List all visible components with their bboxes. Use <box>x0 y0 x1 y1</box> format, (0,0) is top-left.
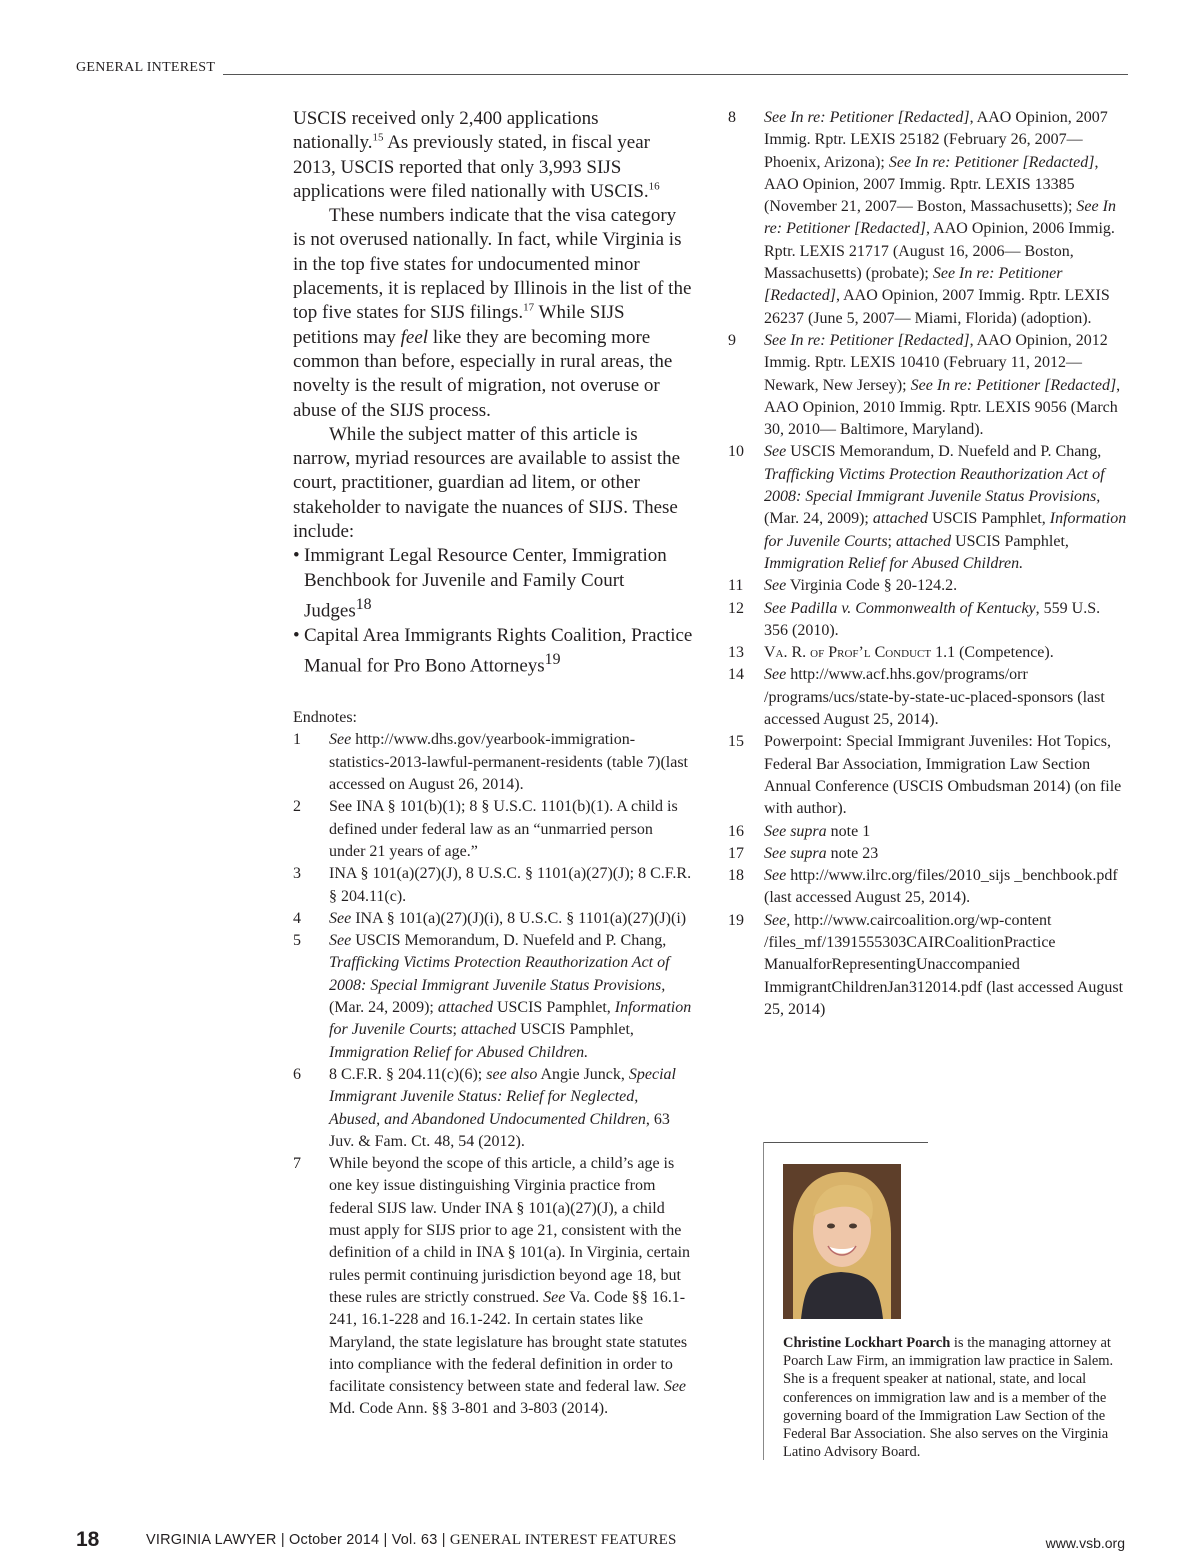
bullet-icon: • <box>293 624 300 646</box>
endnote-number: 14 <box>728 666 744 684</box>
footnote-ref: 19 <box>544 650 561 668</box>
endnote-text: Va. R. of Prof’l Conduct <box>764 644 932 662</box>
endnote-3 <box>293 863 693 908</box>
endnote-text: Md. Code Ann. §§ 3-801 and 3-803 (2014). <box>329 1400 609 1418</box>
publication-name: VIRGINIA LAWYER <box>146 1532 277 1548</box>
p2-text-c: like they are becoming more common than before, especially in rural areas, the novelty is the result of migration, not overuse or abuse of the SIJS process. <box>293 326 673 421</box>
endnote-number: 5 <box>293 932 301 950</box>
endnote-4 <box>293 908 693 930</box>
endnote-16 <box>728 821 1128 843</box>
endnote-text: USCIS Memorandum, D. Nuefeld and P. Chang, <box>351 932 667 950</box>
endnotes-list-right <box>728 107 1128 1021</box>
endnote-8 <box>728 107 1128 330</box>
endnote-text: USCIS Pamphlet, <box>492 999 615 1017</box>
footer-section-name: GENERAL INTEREST FEATURES <box>449 1532 677 1548</box>
endnote-18 <box>728 865 1128 910</box>
endnote-number: 11 <box>728 577 744 595</box>
paragraph-2 <box>293 204 693 423</box>
separator: | <box>441 1532 446 1548</box>
endnote-number: 2 <box>293 798 301 816</box>
endnote-9 <box>728 330 1128 441</box>
endnote-text: see also <box>486 1065 538 1083</box>
endnote-text: Immigration Relief for Abused Children. <box>764 554 1024 572</box>
endnote-text: note 23 <box>826 844 879 862</box>
endnote-text: attached <box>437 999 493 1017</box>
endnote-text: attached <box>872 510 928 528</box>
endnote-number: 6 <box>293 1065 301 1083</box>
bio-author-name: Christine Lockhart Poarch <box>783 1335 951 1351</box>
endnote-text: Angie Junck, <box>537 1065 629 1083</box>
endnote-number: 15 <box>728 733 744 751</box>
endnote-text: See supra <box>764 822 827 840</box>
endnote-text: See In re: Petitioner [Redacted] <box>764 265 1063 305</box>
p1-text-a: USCIS received only 2,400 applications nationally. <box>293 108 599 154</box>
endnote-text: , AAO Opinion, 2006 Immig. Rptr. LEXIS 21717 (August 16, 2006— Boston, Massachusetts) (probate); <box>764 220 1115 283</box>
endnote-number: 3 <box>293 865 301 883</box>
author-bio <box>763 1142 1125 1461</box>
endnote-number: 18 <box>728 867 744 885</box>
issue-date: October 2014 <box>289 1532 380 1548</box>
endnote-text: , AAO Opinion, 2007 Immig. Rptr. LEXIS 25182 (February 26, 2007— Phoenix, Arizona); <box>764 109 1108 171</box>
endnote-text: See In re: Petitioner [Redacted] <box>888 153 1095 171</box>
endnote-text: Immigration Relief for Abused Children. <box>329 1043 589 1061</box>
footer-publication-info <box>146 1532 677 1549</box>
endnote-text: Information for Juvenile Courts <box>764 510 1127 550</box>
endnote-15 <box>728 731 1128 820</box>
endnote-number: 16 <box>728 822 744 840</box>
resource-list-item <box>293 624 693 679</box>
endnote-text: ; <box>452 1021 461 1039</box>
separator: | <box>280 1532 285 1548</box>
endnote-text: attached <box>461 1021 517 1039</box>
endnote-1 <box>293 729 693 796</box>
endnote-text: , AAO Opinion, 2007 Immig. Rptr. LEXIS 26237 (June 5, 2007— Miami, Florida) (adoption). <box>764 287 1110 327</box>
header-rule <box>76 74 1128 75</box>
author-photo <box>783 1164 901 1319</box>
endnote-text: See <box>663 1378 687 1396</box>
endnote-text: INA § 101(a)(27)(J), 8 U.S.C. § 1101(a)(27)(J); 8 C.F.R. § 204.11(c). <box>329 865 692 905</box>
endnote-text: See In re: Petitioner [Redacted] <box>764 109 970 126</box>
endnote-text: (Mar. 24, 2009); <box>764 510 873 528</box>
footnote-ref: 17 <box>523 302 535 315</box>
bio-top-rule <box>763 1142 928 1143</box>
endnote-text: Va. Code §§ 16.1-241, 16.1-228 and 16.1-242. In certain states like Maryland, the state legislature has brought state statutes into compliance with the federal definition in order to facilitate consistency between state and federal law. <box>329 1288 688 1396</box>
endnote-number: 1 <box>293 731 301 749</box>
endnote-text: Information for Juvenile Courts <box>329 999 692 1039</box>
page-footer <box>0 1520 1200 1550</box>
endnotes-list-left <box>293 729 693 1420</box>
endnote-text: See <box>329 909 352 927</box>
footnote-ref: 15 <box>372 131 384 144</box>
endnote-text: http://www.caircoalition.org/wp-content /files_mf/1391555303CAIRCoalitionPractice ManualforRepresentingUnaccompanied ImmigrantChildrenJan312014.pdf (last accessed August 25, 2014) <box>764 911 1124 1018</box>
endnote-text: INA § 101(a)(27)(J)(i), 8 U.S.C. § 1101(a)(27)(J)(i) <box>351 909 687 927</box>
resource-text: Capital Area Immigrants Rights Coalition, Practice Manual for Pro Bono Attorneys <box>304 624 693 677</box>
endnote-text: Powerpoint: Special Immigrant Juveniles: Hot Topics, Federal Bar Association, Immigration Law Section Annual Conference (USCIS Ombudsman 2014) (on file with author). <box>764 733 1122 818</box>
endnote-number: 4 <box>293 909 301 927</box>
endnote-text: USCIS Pamphlet, <box>516 1021 634 1039</box>
resource-text: Immigrant Legal Resource Center, Immigration Benchbook for Juvenile and Family Court Judges <box>304 545 667 622</box>
footer-website: www.vsb.org <box>1045 1535 1125 1551</box>
endnote-text: See <box>764 577 787 595</box>
endnote-5 <box>293 930 693 1064</box>
endnote-text: See <box>764 867 787 885</box>
endnote-text: http://www.dhs.gov/yearbook-immigration-statistics-2013-lawful-permanent-residents (table 7)(last accessed on August 26, 2014). <box>329 731 688 794</box>
endnote-number: 12 <box>728 599 744 617</box>
endnote-number: 19 <box>728 911 744 929</box>
endnote-13 <box>728 642 1128 664</box>
endnote-text: See <box>764 443 787 461</box>
endnote-text: , AAO Opinion, 2010 Immig. Rptr. LEXIS 9056 (March 30, 2010— Baltimore, Maryland). <box>764 376 1121 439</box>
p2-text-b: While SIJS petitions may <box>293 302 625 348</box>
endnote-text: , 559 U.S. 356 (2010). <box>764 599 1101 639</box>
endnote-number: 9 <box>728 331 736 349</box>
endnote-text: Trafficking Victims Protection Reauthorization Act of 2008: Special Immigrant Juvenile Status Provisions, <box>329 954 670 994</box>
bio-left-rule <box>763 1142 764 1460</box>
left-column <box>293 107 693 1421</box>
endnote-text: , AAO Opinion, 2012 Immig. Rptr. LEXIS 10410 (February 11, 2012— Newark, New Jersey); <box>764 331 1108 394</box>
endnote-text: See <box>543 1288 566 1306</box>
footnote-ref: 18 <box>355 595 372 613</box>
endnote-17 <box>728 843 1128 865</box>
endnote-14 <box>728 664 1128 731</box>
endnote-19 <box>728 910 1128 1021</box>
separator: | <box>383 1532 388 1548</box>
endnote-text: USCIS Memorandum, D. Nuefeld and P. Chang, <box>786 443 1102 461</box>
endnote-12 <box>728 598 1128 643</box>
resource-list <box>293 544 693 678</box>
endnote-text: Special Immigrant Juvenile Status: Relief for Neglected, Abused, and Abandoned Undocumented Children <box>329 1065 676 1128</box>
resource-list-item <box>293 544 693 623</box>
endnote-text: (Mar. 24, 2009); <box>329 999 438 1017</box>
page-number: 18 <box>76 1528 100 1551</box>
endnote-text: note 1 <box>826 822 871 840</box>
endnote-number: 13 <box>728 644 744 662</box>
volume: Vol. 63 <box>391 1532 438 1548</box>
endnote-11 <box>728 575 1128 597</box>
right-column <box>728 107 1128 1021</box>
paragraph-1 <box>293 107 693 204</box>
endnote-text: , AAO Opinion, 2007 Immig. Rptr. LEXIS 13385 (November 21, 2007— Boston, Massachusetts); <box>764 153 1099 216</box>
endnote-text: While beyond the scope of this article, a child’s age is one key issue distinguishing Virginia practice from federal SIJS law. Under INA § 101(a)(27)(J), a child must apply for SIJS prior to age 21, consistent with the definition of a child in INA § 101(a). In Virginia, certain rules permit continuing jurisdiction beyond age 18, but these rules are strictly construed. <box>329 1155 691 1306</box>
endnote-text: See <box>764 666 787 684</box>
paragraph-3: While the subject matter of this article is narrow, myriad resources are available to assist the court, practitioner, guardian ad litem, or other stakeholder to navigate the nuances of SIJS. These include: <box>293 423 681 543</box>
footnote-ref: 16 <box>648 180 660 193</box>
section-header <box>76 60 1128 78</box>
endnote-text: See supra <box>764 844 827 862</box>
bullet-icon: • <box>293 545 300 567</box>
endnote-text: ; <box>887 532 896 550</box>
bio-description: is the managing attorney at Poarch Law Firm, an immigration law practice in Salem. She is a frequent speaker at national, state, and local conferences on immigration law and is a member of the governing board of the Immigration Law Section of the Federal Bar Association. She also serves on the Virginia Latino Advisory Board. <box>783 1335 1114 1461</box>
endnote-text: See <box>329 932 352 950</box>
endnote-6 <box>293 1064 693 1153</box>
bio-text <box>783 1334 1128 1461</box>
endnote-text: See INA § 101(b)(1); 8 § U.S.C. 1101(b)(1). A child is defined under federal law as an “unmarried person under 21 years of age.” <box>329 798 678 860</box>
endnote-text: See In re: Petitioner [Redacted] <box>910 376 1117 394</box>
endnote-text: See, <box>764 911 791 929</box>
endnote-text: See <box>329 731 352 749</box>
endnote-text: USCIS Pamphlet, <box>927 510 1050 528</box>
p2-emphasis: feel <box>400 326 429 348</box>
endnote-text: Trafficking Victims Protection Reauthorization Act of 2008: Special Immigrant Juvenile Status Provisions, <box>764 465 1105 506</box>
endnote-text: http://www.acf.hhs.gov/programs/orr /programs/ucs/state-by-state-uc-placed-sponsors (last accessed August 25, 2014). <box>764 666 1105 729</box>
endnote-10 <box>728 441 1128 575</box>
endnote-number: 17 <box>728 844 744 862</box>
endnote-7 <box>293 1153 693 1421</box>
endnote-text: attached <box>896 532 952 550</box>
endnote-text: Virginia Code § 20-124.2. <box>786 577 958 595</box>
endnote-number: 8 <box>728 109 736 126</box>
endnote-text: USCIS Pamphlet, <box>951 532 1069 550</box>
endnote-text: 8 C.F.R. § 204.11(c)(6); <box>329 1065 487 1083</box>
endnote-2 <box>293 796 693 863</box>
endnote-text: See In re: Petitioner [Redacted] <box>764 198 1116 238</box>
endnote-text: , 63 Juv. & Fam. Ct. 48, 54 (2012). <box>329 1110 670 1150</box>
p1-text-b: As previously stated, in fiscal year 2013, USCIS reported that only 3,993 SIJS applications were filed nationally with USCIS. <box>293 132 650 202</box>
endnote-text: 1.1 (Competence). <box>931 644 1054 662</box>
endnote-number: 7 <box>293 1155 301 1173</box>
section-header-label: GENERAL INTEREST <box>76 60 223 76</box>
endnote-text: See In re: Petitioner [Redacted] <box>764 331 970 349</box>
endnote-text: See Padilla v. Commonwealth of Kentucky <box>764 599 1036 617</box>
author-portrait-image <box>783 1164 901 1319</box>
p2-text-a: These numbers indicate that the visa category is not overused nationally. In fact, while Virginia is in the top five states for undocumented minor placements, it is replaced by Illinois in the list of the top five states for SIJS filings. <box>293 205 692 324</box>
endnotes-title: Endnotes: <box>293 709 357 727</box>
endnote-number: 10 <box>728 443 744 461</box>
endnote-text: http://www.ilrc.org/files/2010_sijs _benchbook.pdf (last accessed August 25, 2014). <box>764 867 1118 907</box>
